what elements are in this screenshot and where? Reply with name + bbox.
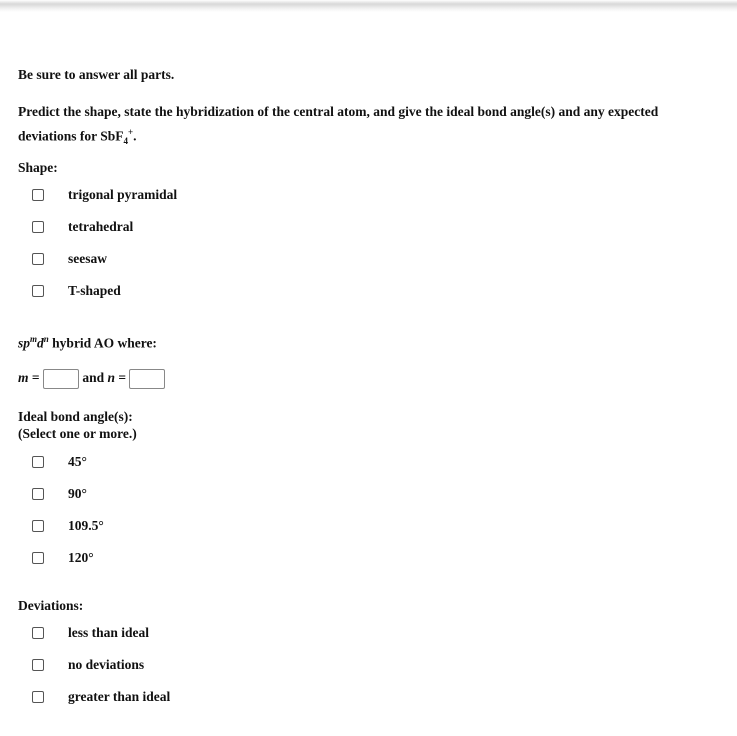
formula-charge: + <box>128 127 134 137</box>
shape-option[interactable] <box>32 187 178 203</box>
option-label: 109.5° <box>68 518 104 533</box>
deviation-option[interactable] <box>32 689 171 705</box>
question-body: Predict the shape, state the hybridization of the central atom, and give the ideal bond angle(s) and any expected deviations for <box>18 104 659 144</box>
n-label: n <box>107 370 116 386</box>
checkbox[interactable] <box>32 189 44 201</box>
deviations-heading: Deviations: <box>18 598 84 613</box>
question-end: . <box>133 128 137 144</box>
option-label: 45° <box>68 454 87 469</box>
option-label: less than ideal <box>68 625 150 640</box>
option-label: trigonal pyramidal <box>68 187 178 202</box>
hybrid-label: hybrid AO where: <box>48 335 157 351</box>
n-input[interactable] <box>129 369 165 389</box>
deviation-option[interactable] <box>32 625 150 641</box>
shape-option[interactable] <box>32 283 121 299</box>
formula-subscript: 4 <box>123 136 129 147</box>
m-input[interactable] <box>43 369 79 389</box>
shape-heading: Shape: <box>18 160 58 175</box>
option-label: 120° <box>68 550 94 565</box>
option-label: 90° <box>68 486 87 501</box>
option-label: T-shaped <box>68 283 121 298</box>
checkbox[interactable] <box>32 221 44 233</box>
hybrid-heading <box>18 334 157 352</box>
checkbox[interactable] <box>32 520 44 532</box>
angle-option[interactable] <box>32 486 87 502</box>
equals: = <box>115 370 127 386</box>
option-label: tetrahedral <box>68 219 134 234</box>
deviation-option[interactable] <box>32 657 145 673</box>
hybrid-inputs <box>18 369 165 389</box>
question-text <box>18 101 678 152</box>
shape-option[interactable] <box>32 251 107 267</box>
m-sup: m <box>30 334 38 344</box>
checkbox[interactable] <box>32 659 44 671</box>
and-label: and <box>78 370 108 386</box>
checkbox[interactable] <box>32 253 44 265</box>
angle-option[interactable] <box>32 518 104 534</box>
checkbox[interactable] <box>32 488 44 500</box>
shape-option[interactable] <box>32 219 134 235</box>
formula: SbF <box>100 128 124 144</box>
angles-heading: Ideal bond angle(s): <box>18 409 133 424</box>
checkbox[interactable] <box>32 627 44 639</box>
m-label: m <box>18 370 29 386</box>
top-bar <box>0 0 737 12</box>
sp-text: sp <box>18 335 31 351</box>
checkbox[interactable] <box>32 285 44 297</box>
n-sup: n <box>43 334 49 344</box>
option-label: seesaw <box>68 251 107 266</box>
option-label: greater than ideal <box>68 689 171 704</box>
option-label: no deviations <box>68 657 145 672</box>
checkbox[interactable] <box>32 552 44 564</box>
angles-subheading: (Select one or more.) <box>18 426 137 441</box>
angle-option[interactable] <box>32 550 94 566</box>
equals: = <box>28 370 40 386</box>
angle-option[interactable] <box>32 454 87 470</box>
d-text: d <box>37 335 44 351</box>
instructions: Be sure to answer all parts. <box>18 67 175 82</box>
checkbox[interactable] <box>32 691 44 703</box>
checkbox[interactable] <box>32 456 44 468</box>
